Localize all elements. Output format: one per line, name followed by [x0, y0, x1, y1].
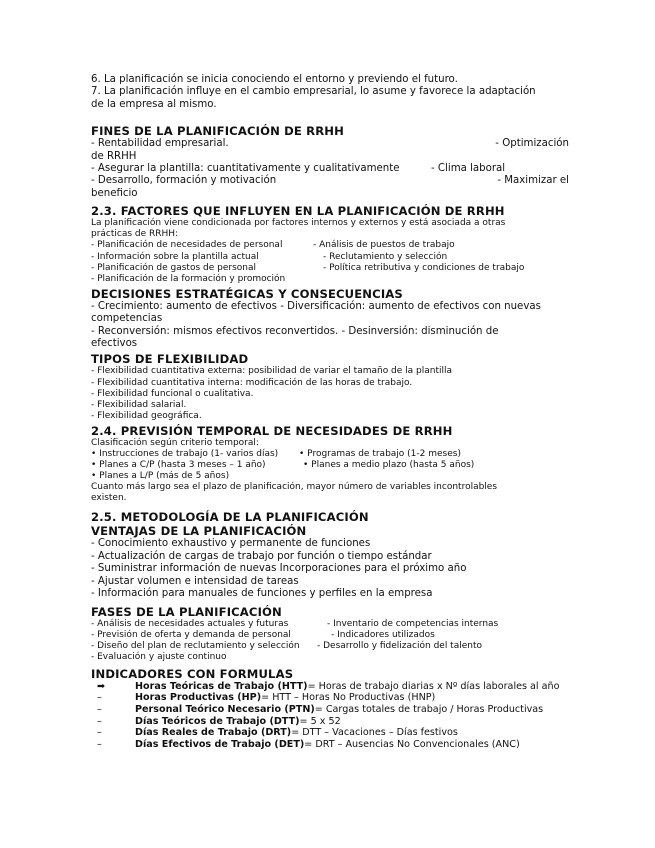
arrow-icon: ➡: [97, 680, 106, 692]
fines-row-2: [91, 163, 569, 175]
decisiones-line: - Crecimiento: aumento de efectivos - Diversificación: aumento de efectivos con nuevas: [91, 300, 541, 312]
list-item: - Actualización de cargas de trabajo por función o tiempo estándar: [91, 550, 432, 562]
prevision-line: Clasificación según criterio temporal:: [91, 437, 259, 448]
indicadores-heading: INDICADORES CON FORMULAS: [91, 666, 294, 681]
list-item: - Planificación de necesidades de personal - Análisis de puestos de trabajo: [91, 240, 455, 251]
list-item: - Suministrar información de nuevas Incorporaciones para el próximo año: [91, 563, 467, 575]
indicator-name: Días Teóricos de Trabajo (DTT): [135, 715, 300, 727]
list-item: - Planificación de gastos de personal - Política retributiva y condiciones de trabajo: [91, 262, 525, 273]
list-item: - Planificación de la formación y promoción: [91, 273, 286, 284]
document-page: [91, 74, 569, 750]
indicadores-list: [91, 681, 569, 751]
list-item: - Conocimiento exhaustivo y permanente de funciones: [91, 538, 371, 550]
dash-icon: –: [97, 738, 102, 750]
decisiones-heading: DECISIONES ESTRATÉGICAS Y CONSECUENCIAS: [91, 286, 403, 301]
fines-item: - Asegurar la plantilla: cuantitativamente y cualitativamente: [91, 163, 400, 175]
decisiones-line: - Reconversión: mismos efectivos reconvertidos. - Desinversión: disminución de: [91, 325, 499, 337]
indicator-name: Días Efectivos de Trabajo (DET): [135, 738, 305, 750]
fases-list: [91, 619, 569, 663]
list-item: - Flexibilidad funcional o cualitativa.: [91, 388, 254, 399]
factores-list: [91, 240, 569, 284]
list-item: - Ajustar volumen e intensidad de tareas: [91, 575, 299, 587]
fines-row-1: [91, 138, 569, 150]
fines-item: - Maximizar el: [497, 175, 569, 187]
indicator-formula: = DTT – Vacaciones – Días festivos: [291, 727, 458, 739]
list-item: - Evaluación y ajuste continuo: [91, 651, 227, 662]
list-item: - Información para manuales de funciones y perfiles en la empresa: [91, 588, 433, 600]
fines-item-cont: beneficio: [91, 187, 138, 199]
factores-intro: La planificación viene condicionada por factores internos y externos y está asociada a otras: [91, 218, 506, 229]
indicator-row: [91, 739, 569, 751]
list-item: - Flexibilidad cuantitativa externa: posibilidad de variar el tamaño de la plantilla: [91, 366, 453, 377]
fines-item: - Optimización: [495, 138, 569, 150]
indicator-name: Días Reales de Trabajo (DRT): [135, 727, 292, 739]
indicator-name: Personal Teórico Necesario (PTN): [135, 704, 315, 716]
indicator-row: [91, 727, 569, 739]
prevision-heading: 2.4. PREVISIÓN TEMPORAL DE NECESIDADES DE RRHH: [91, 423, 453, 438]
list-item: - Diseño del plan de reclutamiento y selección - Desarrollo y fidelización del talento: [91, 640, 482, 651]
decisiones-line: efectivos: [91, 338, 138, 350]
fines-item: - Rentabilidad empresarial.: [91, 138, 229, 150]
dash-icon: –: [97, 715, 102, 727]
fines-heading: FINES DE LA PLANIFICACIÓN DE RRHH: [91, 124, 345, 139]
prevision-line: Cuanto más largo sea el plazo de planificación, mayor número de variables incontrolables: [91, 482, 498, 493]
fases-heading: FASES DE LA PLANIFICACIÓN: [91, 604, 282, 619]
fines-item: - Desarrollo, formación y motivación: [91, 175, 277, 187]
indicator-formula: = Horas de trabajo diarias x Nº días laborales al año: [307, 680, 560, 692]
indicator-formula: = 5 x 52: [299, 715, 341, 727]
list-item: - Flexibilidad salarial.: [91, 399, 187, 410]
indicator-formula: = HTT – Horas No Productivas (HNP): [261, 692, 436, 704]
list-item: - Flexibilidad geográfica.: [91, 410, 202, 421]
fines-row-3: [91, 175, 569, 187]
flexibilidad-heading: TIPOS DE FLEXIBILIDAD: [91, 352, 249, 367]
list-item: - Información sobre la plantilla actual - Reclutamiento y selección: [91, 251, 448, 262]
fines-item: - Clima laboral: [431, 163, 506, 175]
ventajas-list: [91, 538, 569, 600]
indicator-row: [91, 692, 569, 704]
factores-intro-cont: prácticas de RRHH:: [91, 229, 179, 240]
factores-heading: 2.3. FACTORES QUE INFLUYEN EN LA PLANIFICACIÓN DE RRHH: [91, 204, 505, 219]
prevision-row: • Instrucciones de trabajo (1- varios días) • Programas de trabajo (1-2 meses): [91, 449, 461, 459]
list-item: - Análisis de necesidades actuales y futuras - Inventario de competencias internas: [91, 618, 499, 629]
intro-line-6: 6. La planificación se inicia conociendo el entorno y previendo el futuro.: [91, 74, 458, 85]
indicator-name: Horas Productivas (HP): [135, 692, 262, 704]
flexibilidad-list: [91, 366, 569, 421]
indicator-row: [91, 704, 569, 716]
list-item: - Previsión de oferta y demanda de personal - Indicadores utilizados: [91, 629, 435, 640]
fines-item-cont: de RRHH: [91, 150, 137, 162]
list-item: - Flexibilidad cuantitativa interna: modificación de las horas de trabajo.: [91, 377, 413, 388]
indicator-row: [91, 681, 569, 693]
dash-icon: –: [97, 727, 102, 739]
prevision-line: existen.: [91, 493, 127, 504]
decisiones-line: competencias: [91, 313, 163, 325]
metodologia-heading: 2.5. METODOLOGÍA DE LA PLANIFICACIÓN: [91, 510, 369, 525]
intro-line-7: 7. La planificación influye en el cambio empresarial, lo asume y favorece la adaptación: [91, 86, 536, 98]
indicator-formula: = DRT – Ausencias No Convencionales (ANC): [304, 738, 520, 750]
intro-line-7-cont: de la empresa al mismo.: [91, 98, 217, 110]
indicator-name: Horas Teóricas de Trabajo (HTT): [135, 680, 308, 692]
indicator-row: [91, 716, 569, 728]
prevision-row: • Planes a C/P (hasta 3 meses – 1 año) • Planes a medio plazo (hasta 5 años): [91, 460, 475, 471]
ventajas-heading: VENTAJAS DE LA PLANIFICACIÓN: [91, 524, 307, 539]
indicator-formula: = Cargas totales de trabajo / Horas Productivas: [314, 704, 544, 716]
prevision-line: • Planes a L/P (más de 5 años): [91, 471, 230, 482]
dash-icon: –: [97, 692, 102, 704]
dash-icon: –: [97, 704, 102, 716]
